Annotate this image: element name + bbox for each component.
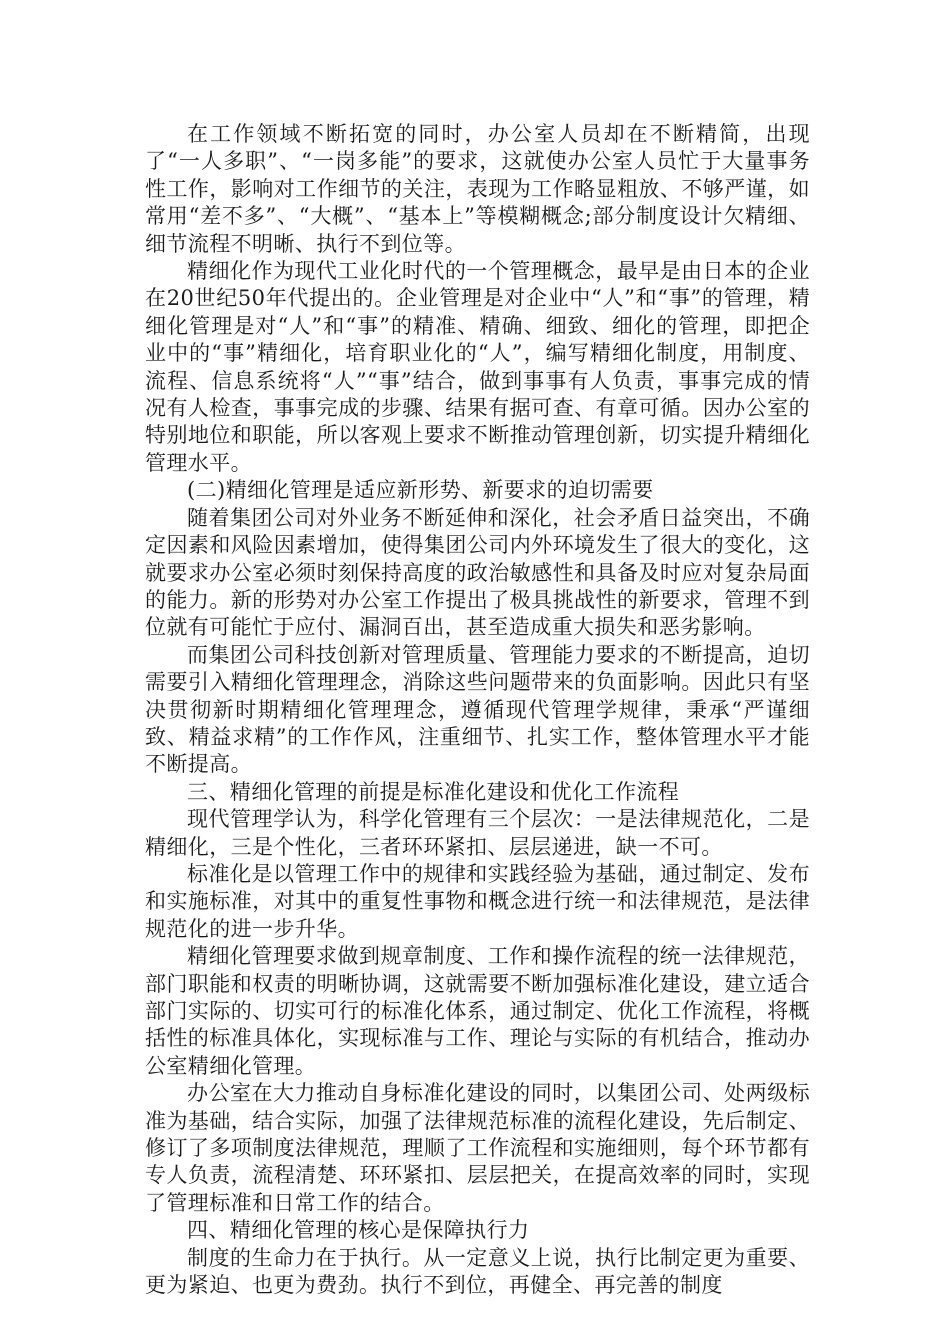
paragraph-new-situation: 随着集团公司对外业务不断延伸和深化，社会矛盾日益突出，不确定因素和风险因素增加，使得集团公司内外环境发生了很大的变化，这就要求办公室必须时刻保持高度的政治敏感性和具备及时应对复杂局面的能力。新的形势对办公室工作提出了极具挑战性的新要求，管理不到位就有可能忙于应付、漏洞百出，甚至造成重大损失和恶劣影响。 <box>145 505 810 640</box>
paragraph-office-standardization: 办公室在大力推动自身标准化建设的同时，以集团公司、处两级标准为基础，结合实际，加强了法律规范标准的流程化建设，先后制定、修订了多项制度法律规范，理顺了工作流程和实施细则，每个环节都有专人负责，流程清楚、环环紧扣、层层把关，在提高效率的同时，实现了管理标准和日常工作的结合。 <box>145 1081 810 1215</box>
paragraph-refinement-concept: 精细化作为现代工业化时代的一个管理概念，最早是由日本的企业在20世纪50年代提出的。企业管理是对企业中“人”和“事”的管理，精细化管理是对“人”和“事”的精准、精确、细致、细化的管理，即把企业中的“事”精细化，培育职业化的“人”，编写精细化制度，用制度、流程、信息系统将“人”“事”结合，做到事事有人负责，事事完成的情况有人检查，事事完成的步骤、结果有据可查、有章可循。因办公室的特别地位和职能，所以客观上要求不断推动管理创新，切实提升精细化管理水平。 <box>145 259 810 475</box>
paragraph-execution: 制度的生命力在于执行。从一定意义上说，执行比制定更为重要、更为紧迫、也更为费劲。执行不到位，再健全、再完善的制度 <box>145 1245 810 1298</box>
heading-section-2: (二)精细化管理是适应新形势、新要求的迫切需要 <box>187 478 654 503</box>
paragraph-standardization: 标准化是以管理工作中的规律和实践经验为基础，通过制定、发布和实施标准，对其中的重复性事物和概念进行统一和法律规范，是法律规范化的进一步升华。 <box>145 861 810 941</box>
heading-section-3: 三、精细化管理的前提是标准化建设和优化工作流程 <box>187 779 680 804</box>
paragraph-innovation-requirements: 而集团公司科技创新对管理质量、管理能力要求的不断提高，迫切需要引入精细化管理理念，消除这些问题带来的负面影响。因此只有坚决贯彻新时期精细化管理理念，遵循现代管理学规律，秉承“严谨细致、精益求精”的工作作风，注重细节、扎实工作，整体管理水平才能不断提高。 <box>145 642 810 777</box>
document-body <box>145 121 810 1299</box>
paragraph-management-levels: 现代管理学认为，科学化管理有三个层次：一是法律规范化，二是精细化，三是个性化，三者环环紧扣、层层递进，缺一不可。 <box>145 807 810 859</box>
paragraph-office-staff-reduction: 在工作领域不断拓宽的同时，办公室人员却在不断精简，出现了“一人多职”、“一岗多能”的要求，这就使办公室人员忙于大量事务性工作，影响对工作细节的关注，表现为工作略显粗放、不够严谨，如常用“差不多”、“大概”、“基本上”等模糊概念;部分制度设计欠精细、细节流程不明晰、执行不到位等。 <box>145 122 810 256</box>
heading-section-4: 四、精细化管理的核心是保障执行力 <box>187 1218 530 1243</box>
paragraph-refined-management-requirements: 精细化管理要求做到规章制度、工作和操作流程的统一法律规范，部门职能和权责的明晰协调，这就需要不断加强标准化建设，建立适合部门实际的、切实可行的标准化体系，通过制定、优化工作流程，将概括性的标准具体化，实现标准与工作、理论与实际的有机结合，推动办公室精细化管理。 <box>145 944 810 1078</box>
